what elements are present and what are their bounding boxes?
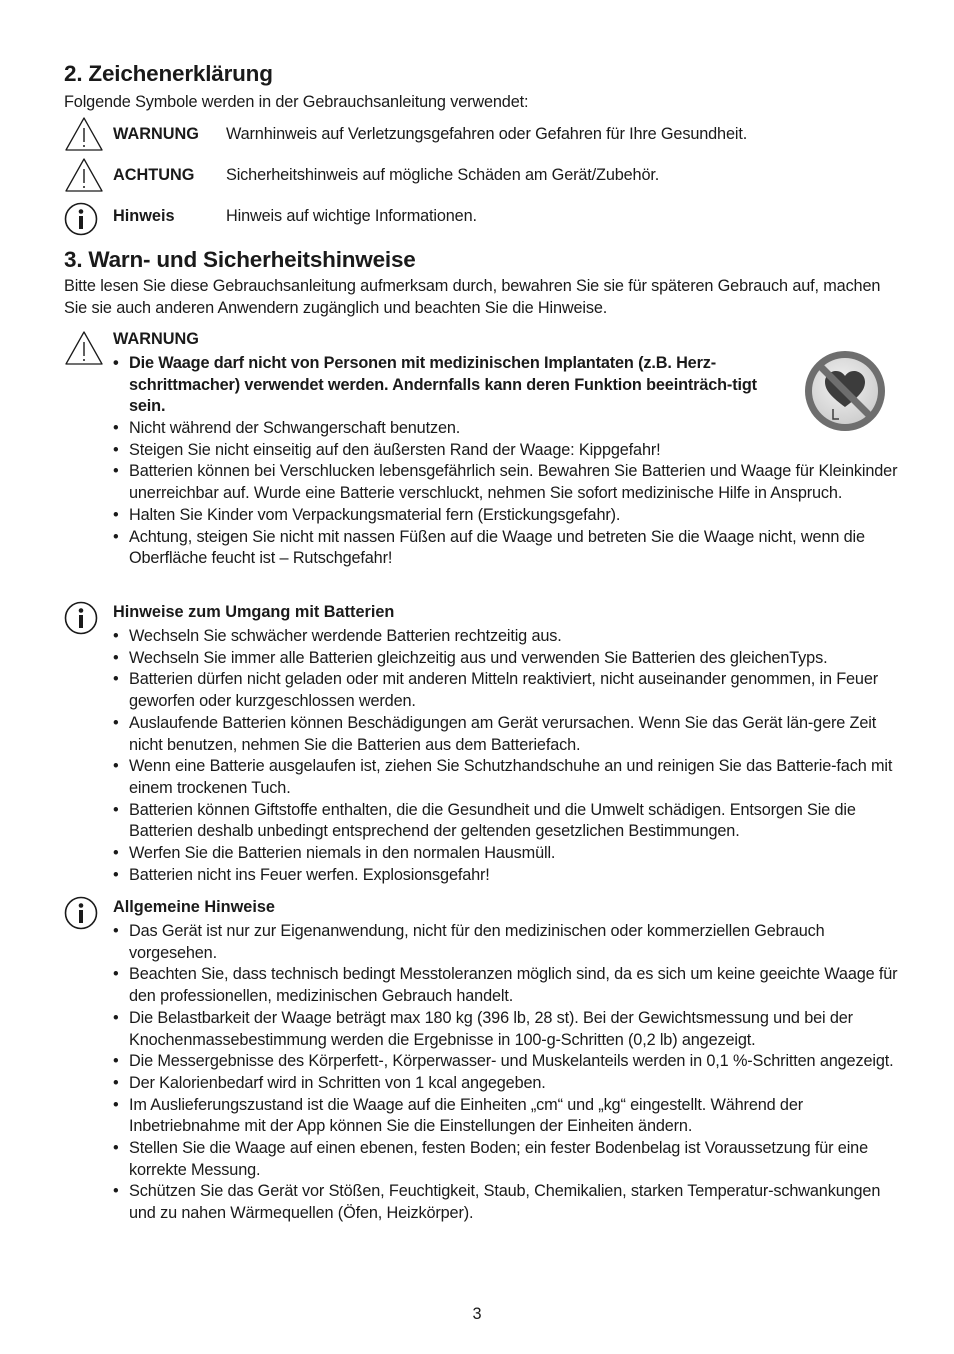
list-item: • Nicht während der Schwangerschaft benutzen.	[113, 418, 903, 440]
symbol-term-warnung: WARNUNG	[113, 125, 199, 143]
warning-list	[113, 353, 793, 418]
section-2-heading: 2. Zeichenerklärung	[64, 61, 273, 86]
symbol-desc-warnung: Warnhinweis auf Verletzungsgefahren oder Gefahren für Ihre Gesundheit.	[226, 125, 748, 143]
list-item: • Werfen Sie die Batterien niemals in den normalen Hausmüll.	[113, 843, 903, 865]
list-item: • Das Gerät ist nur zur Eigenanwendung, nicht für den medizinischen oder kommerziellen Gebrauch vorgesehen.	[113, 921, 903, 964]
batteries-list	[113, 626, 903, 886]
section-2-intro: Folgende Symbole werden in der Gebrauchsanleitung verwendet:	[64, 93, 529, 111]
list-item: • Wechseln Sie immer alle Batterien gleichzeitig aus und verwenden Sie Batterien des gleichenTyps.	[113, 648, 903, 670]
list-item: • Achtung, steigen Sie nicht mit nassen Füßen auf die Waage und betreten Sie die Waage nicht, wenn die Oberfläche feucht ist – Rutschgefahr!	[113, 527, 903, 570]
list-item: • Auslaufende Batterien können Beschädigungen am Gerät verursachen. Wenn Sie das Gerät län-gere Zeit nicht benutzen, nehmen Sie die Batterien aus dem Batteriefach.	[113, 713, 903, 756]
warning-triangle-icon	[64, 330, 104, 366]
section-3-intro: Bitte lesen Sie diese Gebrauchsanleitung aufmerksam durch, bewahren Sie sie für späteren Gebrauch auf, machen Sie sie auch anderen Anwendern zugänglich und beachten Sie die Hinweise.	[64, 277, 881, 317]
list-item: • Die Messergebnisse des Körperfett-, Körperwasser- und Muskelanteils werden in 0,1 %-Schritten angezeigt.	[113, 1051, 903, 1073]
list-item: • Die Waage darf nicht von Personen mit medizinischen Implantaten (z.B. Herz-schrittmacher) verwendet werden. Andernfalls kann deren Funktion beeinträch-tigt sein.	[113, 353, 793, 418]
warning-list-continued	[113, 418, 903, 570]
symbol-desc-achtung: Sicherheitshinweis auf mögliche Schäden am Gerät/Zubehör.	[226, 166, 660, 184]
symbol-desc-hinweis: Hinweis auf wichtige Informationen.	[226, 207, 477, 225]
info-circle-icon	[64, 601, 98, 635]
no-pacemaker-icon	[803, 349, 887, 433]
list-item: • Batterien können Giftstoffe enthalten, die die Gesundheit und die Umwelt schädigen. Entsorgen Sie die Batterien deshalb unbedingt entsprechend der geltenden gesetzlichen Bestimmungen.	[113, 800, 903, 843]
list-item: • Die Belastbarkeit der Waage beträgt max 180 kg (396 lb, 28 st). Bei der Gewichtsmessung und bei der Knochenmassebestimmung werden die Ergebnisse in 100-g-Schritten (0,2 lb) angezeigt.	[113, 1008, 903, 1051]
section-3-heading: 3. Warn- und Sicherheitshinweise	[64, 247, 416, 272]
list-item: • Der Kalorienbedarf wird in Schritten von 1 kcal angegeben.	[113, 1073, 903, 1095]
warning-triangle-icon	[64, 116, 104, 152]
list-item: • Im Auslieferungszustand ist die Waage auf die Einheiten „cm“ und „kg“ eingestellt. Während der Inbetriebnahme mit der App können Sie die Einstellungen der Einheiten ändern.	[113, 1095, 903, 1138]
page-number: 3	[472, 1305, 482, 1323]
general-block-title: Allgemeine Hinweise	[113, 898, 275, 916]
batteries-block-title: Hinweise zum Umgang mit Batterien	[113, 603, 395, 621]
info-circle-icon	[64, 202, 98, 236]
symbol-term-hinweis: Hinweis	[113, 207, 175, 225]
info-circle-icon	[64, 896, 98, 930]
list-item: • Wechseln Sie schwächer werdende Batterien rechtzeitig aus.	[113, 626, 903, 648]
symbol-term-achtung: ACHTUNG	[113, 166, 195, 184]
list-item: • Beachten Sie, dass technisch bedingt Messtoleranzen möglich sind, da es sich um keine geeichte Waage für den professionellen, medizinischen Gebrauch handelt.	[113, 964, 903, 1007]
list-item: • Stellen Sie die Waage auf einen ebenen, festen Boden; ein fester Bodenbelag ist Voraussetzung für eine korrekte Messung.	[113, 1138, 903, 1181]
list-item: • Batterien können bei Verschlucken lebensgefährlich sein. Bewahren Sie Batterien und Waage für Kleinkinder unerreichbar auf. Wurde eine Batterie verschluckt, nehmen Sie sofort medizinische Hilfe in Anspruch.	[113, 461, 903, 504]
warning-triangle-icon	[64, 157, 104, 193]
list-item: • Batterien dürfen nicht geladen oder mit anderen Mitteln reaktiviert, nicht auseinander genommen, in Feuer geworfen oder kurzgeschlossen werden.	[113, 669, 903, 712]
list-item: • Batterien nicht ins Feuer werfen. Explosionsgefahr!	[113, 865, 903, 887]
general-list	[113, 921, 903, 1225]
list-item: • Steigen Sie nicht einseitig auf den äußersten Rand der Waage: Kippgefahr!	[113, 440, 903, 462]
list-item: • Wenn eine Batterie ausgelaufen ist, ziehen Sie Schutzhandschuhe an und reinigen Sie das Batterie-fach mit einem trockenen Tuch.	[113, 756, 903, 799]
warning-block-title: WARNUNG	[113, 330, 199, 348]
list-item: • Halten Sie Kinder vom Verpackungsmaterial fern (Erstickungsgefahr).	[113, 505, 903, 527]
list-item: • Schützen Sie das Gerät vor Stößen, Feuchtigkeit, Staub, Chemikalien, starken Temperatur-schwankungen und zu nahen Wärmequellen (Öfen, Heizkörper).	[113, 1181, 903, 1224]
